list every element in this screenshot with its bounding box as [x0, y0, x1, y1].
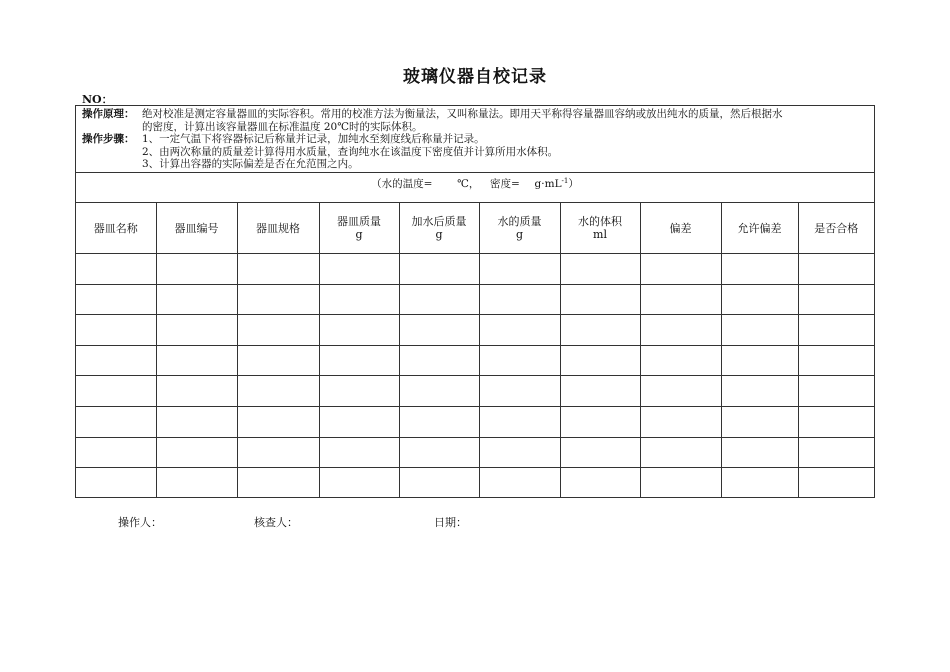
- table-cell[interactable]: [560, 468, 640, 498]
- table-cell[interactable]: [76, 254, 156, 285]
- table-cell[interactable]: [156, 437, 237, 468]
- table-cell[interactable]: [721, 315, 798, 346]
- table-row: [76, 437, 874, 468]
- operator-label: 操作人：: [118, 516, 162, 529]
- water-temp-label: （水的温度=: [371, 178, 433, 190]
- table-cell[interactable]: [399, 254, 479, 285]
- density-label: 密度=: [490, 178, 520, 190]
- col-header-vessel-name: 器皿名称: [76, 203, 156, 254]
- conditions-close: ）: [568, 178, 579, 190]
- table-cell[interactable]: [798, 376, 874, 407]
- table-cell[interactable]: [399, 376, 479, 407]
- table-cell[interactable]: [156, 315, 237, 346]
- table-cell[interactable]: [798, 315, 874, 346]
- table-cell[interactable]: [479, 254, 560, 285]
- col-header-vessel-spec: 器皿规格: [237, 203, 319, 254]
- table-cell[interactable]: [156, 376, 237, 407]
- table-cell[interactable]: [319, 254, 399, 285]
- principle-text: [142, 108, 864, 133]
- table-cell[interactable]: [640, 468, 721, 498]
- table-cell[interactable]: [399, 468, 479, 498]
- calibration-sheet: [75, 105, 875, 498]
- step-2: 2、由两次称量的质量差计算得用水质量，查询纯水在该温度下密度值并计算所用水体积。: [142, 145, 559, 158]
- table-cell[interactable]: [640, 284, 721, 315]
- table-cell[interactable]: [721, 437, 798, 468]
- principle-line-2: 的密度，计算出该容量器皿在标准温度 20℃时的实际体积。: [142, 120, 423, 133]
- table-cell[interactable]: [156, 406, 237, 437]
- table-cell[interactable]: [237, 284, 319, 315]
- table-cell[interactable]: [399, 437, 479, 468]
- record-number-label: NO：: [82, 93, 113, 106]
- table-cell[interactable]: [640, 345, 721, 376]
- table-cell[interactable]: [319, 345, 399, 376]
- table-row: [76, 468, 874, 498]
- table-cell[interactable]: [319, 468, 399, 498]
- table-cell[interactable]: [76, 376, 156, 407]
- table-cell[interactable]: [399, 315, 479, 346]
- table-cell[interactable]: [560, 284, 640, 315]
- principle-line-1: 绝对校准是测定容量器皿的实际容积。常用的校准方法为衡量法，又叫称量法。即用天平称得容量器皿容纳或放出纯水的质量，然后根据水: [142, 108, 783, 120]
- step-3: 3、计算出容器的实际偏差是否在允范围之内。: [142, 158, 359, 170]
- col-header-deviation: 偏差: [640, 203, 721, 254]
- table-cell[interactable]: [560, 254, 640, 285]
- date-label: 日期：: [434, 516, 467, 529]
- table-cell[interactable]: [76, 284, 156, 315]
- table-cell[interactable]: [479, 406, 560, 437]
- table-cell[interactable]: [640, 254, 721, 285]
- table-cell[interactable]: [479, 376, 560, 407]
- table-cell[interactable]: [640, 376, 721, 407]
- table-cell[interactable]: [319, 315, 399, 346]
- table-cell[interactable]: [479, 468, 560, 498]
- table-row: [76, 315, 874, 346]
- table-cell[interactable]: [237, 376, 319, 407]
- step-1: 1、一定气温下将容器标记后称量并记录，加纯水至刻度线后称量并记录。: [142, 133, 485, 145]
- density-exponent: -1: [561, 177, 569, 185]
- page-title: 玻璃仪器自校记录: [403, 67, 547, 87]
- table-row: [76, 284, 874, 315]
- table-cell[interactable]: [721, 345, 798, 376]
- table-cell[interactable]: [479, 437, 560, 468]
- calibration-table: [76, 203, 874, 498]
- table-cell[interactable]: [76, 315, 156, 346]
- conditions-row: [76, 173, 874, 203]
- table-cell[interactable]: [76, 437, 156, 468]
- density-unit: g·mL: [534, 178, 562, 190]
- table-cell[interactable]: [798, 284, 874, 315]
- table-cell[interactable]: [560, 315, 640, 346]
- table-cell[interactable]: [319, 437, 399, 468]
- table-cell[interactable]: [640, 437, 721, 468]
- instructions-section: [76, 106, 874, 173]
- table-cell[interactable]: [237, 254, 319, 285]
- table-cell[interactable]: [721, 376, 798, 407]
- col-header-mass-with-water: 加水后质量 g: [399, 203, 479, 254]
- table-cell[interactable]: [798, 437, 874, 468]
- table-cell[interactable]: [640, 315, 721, 346]
- table-cell[interactable]: [319, 406, 399, 437]
- table-cell[interactable]: [721, 254, 798, 285]
- table-row: [76, 345, 874, 376]
- table-cell[interactable]: [640, 406, 721, 437]
- col-header-pass: 是否合格: [798, 203, 874, 254]
- table-cell[interactable]: [560, 437, 640, 468]
- temp-unit: ℃，: [457, 178, 480, 190]
- steps-text: [142, 133, 864, 171]
- steps-label: 操作步骤：: [82, 133, 135, 145]
- conditions-text: [76, 176, 874, 191]
- principle-label: 操作原理：: [82, 108, 135, 120]
- table-cell[interactable]: [237, 345, 319, 376]
- table-cell[interactable]: [798, 406, 874, 437]
- col-header-vessel-number: 器皿编号: [156, 203, 237, 254]
- reviewer-label: 核查人：: [254, 516, 298, 529]
- table-cell[interactable]: [76, 345, 156, 376]
- table-cell[interactable]: [560, 345, 640, 376]
- table-cell[interactable]: [156, 468, 237, 498]
- table-cell[interactable]: [399, 406, 479, 437]
- col-header-allowed-deviation: 允许偏差: [721, 203, 798, 254]
- table-cell[interactable]: [76, 406, 156, 437]
- table-cell[interactable]: [399, 284, 479, 315]
- table-cell[interactable]: [237, 437, 319, 468]
- table-cell[interactable]: [560, 406, 640, 437]
- table-cell[interactable]: [319, 284, 399, 315]
- table-cell[interactable]: [479, 345, 560, 376]
- table-cell[interactable]: [156, 254, 237, 285]
- table-cell[interactable]: [721, 284, 798, 315]
- table-cell[interactable]: [721, 406, 798, 437]
- table-cell[interactable]: [319, 376, 399, 407]
- table-cell[interactable]: [237, 468, 319, 498]
- table-row: [76, 254, 874, 285]
- col-header-vessel-mass: 器皿质量 g: [319, 203, 399, 254]
- col-header-water-volume: 水的体积 ml: [560, 203, 640, 254]
- table-cell[interactable]: [798, 345, 874, 376]
- table-header-row: [76, 203, 874, 254]
- table-cell[interactable]: [237, 315, 319, 346]
- table-cell[interactable]: [156, 345, 237, 376]
- table-cell[interactable]: [479, 315, 560, 346]
- table-cell[interactable]: [798, 254, 874, 285]
- table-cell[interactable]: [156, 284, 237, 315]
- table-row: [76, 376, 874, 407]
- table-cell[interactable]: [560, 376, 640, 407]
- table-cell[interactable]: [798, 468, 874, 498]
- table-row: [76, 406, 874, 437]
- table-cell[interactable]: [399, 345, 479, 376]
- table-cell[interactable]: [479, 284, 560, 315]
- table-cell[interactable]: [721, 468, 798, 498]
- table-cell[interactable]: [76, 468, 156, 498]
- table-cell[interactable]: [237, 406, 319, 437]
- col-header-water-mass: 水的质量 g: [479, 203, 560, 254]
